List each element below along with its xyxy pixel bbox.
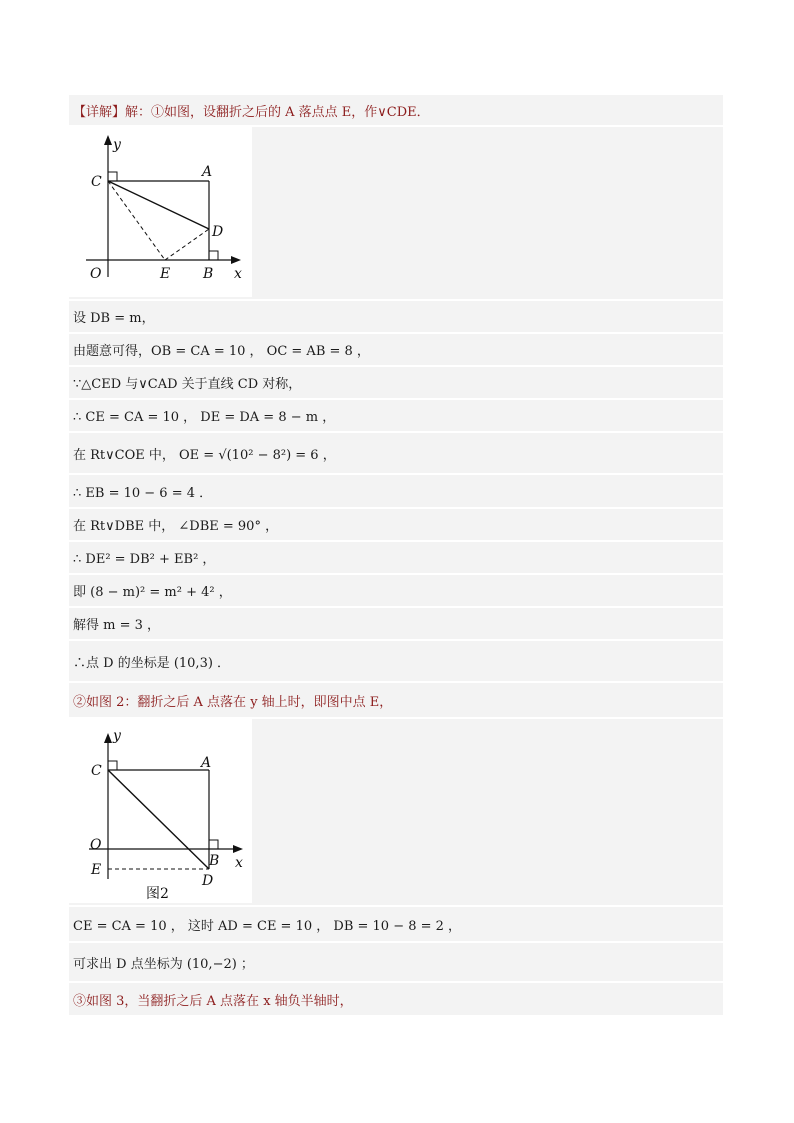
label-C: C [91, 763, 102, 779]
line-8-text: 在 Rt∨DBE 中， ∠DBE = 90° ， [73, 519, 279, 534]
line-15 [69, 943, 723, 983]
line-16-text: ③如图 3，当翻折之后 A 点落在 x 轴负半轴时， [73, 993, 353, 1009]
label-B: B [209, 853, 220, 869]
line-5 [69, 400, 723, 433]
line-7 [69, 475, 723, 509]
segment-CD [108, 770, 209, 869]
line-11 [69, 608, 723, 641]
line-15-text: 可求出 D 点坐标为 (10,−2) ； [73, 956, 254, 972]
label-x: x [234, 266, 242, 282]
label-D: D [202, 873, 214, 889]
line-16 [69, 983, 723, 1017]
label-B: B [203, 266, 214, 282]
line-10-text: 即 (8 − m)² = m² + 4² ， [73, 585, 232, 600]
line-13-text: ②如图 2：翻折之后 A 点落在 y 轴上时，即图中点 E， [73, 694, 393, 710]
right-angle-B [209, 251, 218, 260]
label-A: A [201, 755, 212, 771]
y-axis-arrow [104, 135, 112, 145]
line-6 [69, 433, 723, 475]
line-3 [69, 334, 723, 367]
label-A: A [202, 164, 213, 180]
label-C: C [91, 174, 102, 190]
segment-CD [108, 181, 209, 229]
label-y: y [113, 137, 121, 153]
line-1-text: 【详解】解：①如图，设翻折之后的 A 落点点 E，作∨CDE． [73, 104, 430, 120]
line-14 [69, 907, 723, 943]
right-angle-C [108, 172, 117, 181]
line-2-text: 设 DB = m， [73, 311, 155, 326]
segment-DE [165, 229, 209, 260]
right-angle-C [108, 761, 117, 770]
label-O: O [90, 837, 102, 853]
segment-CE [108, 181, 165, 260]
line-10 [69, 575, 723, 608]
right-angle-B [209, 840, 218, 849]
line-8 [69, 509, 723, 542]
line-9-text: ∴ DE² = DB² + EB² ， [73, 552, 216, 567]
figure-2 [69, 719, 252, 903]
line-4 [69, 367, 723, 400]
line-4-text: ∵△CED 与∨CAD 关于直线 CD 对称， [73, 377, 302, 392]
solution-content [69, 95, 723, 1017]
x-axis-arrow [231, 256, 241, 264]
label-E: E [91, 862, 102, 878]
figure-2-caption: 图2 [146, 886, 169, 902]
line-5-text: ∴ CE = CA = 10 ， DE = DA = 8 − m ， [73, 410, 336, 425]
label-y: y [113, 728, 121, 744]
line-11-text: 解得 m = 3 ， [73, 618, 161, 633]
line-12 [69, 641, 723, 683]
line-2 [69, 301, 723, 334]
label-E: E [160, 266, 171, 282]
line-14-text: CE = CA = 10 ， 这时 AD = CE = 10 ， DB = 10 − 8 = 2 ， [73, 918, 462, 934]
label-D: D [212, 224, 224, 240]
figure-1-row [69, 127, 723, 301]
figure-2-row [69, 719, 723, 907]
line-13 [69, 683, 723, 719]
x-axis-arrow [233, 845, 243, 853]
line-6-text: 在 Rt∨COE 中， OE = √(10² − 8²) = 6 ， [73, 447, 336, 463]
y-axis-arrow [104, 733, 112, 743]
line-1 [69, 95, 723, 127]
line-9 [69, 542, 723, 575]
line-7-text: ∴ EB = 10 − 6 = 4 ． [73, 485, 213, 501]
label-x: x [235, 855, 243, 871]
label-O: O [90, 266, 102, 282]
line-12-text: ∴点 D 的坐标是 (10,3) ． [73, 655, 231, 671]
line-3-text: 由题意可得，OB = CA = 10 ， OC = AB = 8 ， [73, 344, 370, 359]
figure-1 [69, 127, 252, 297]
